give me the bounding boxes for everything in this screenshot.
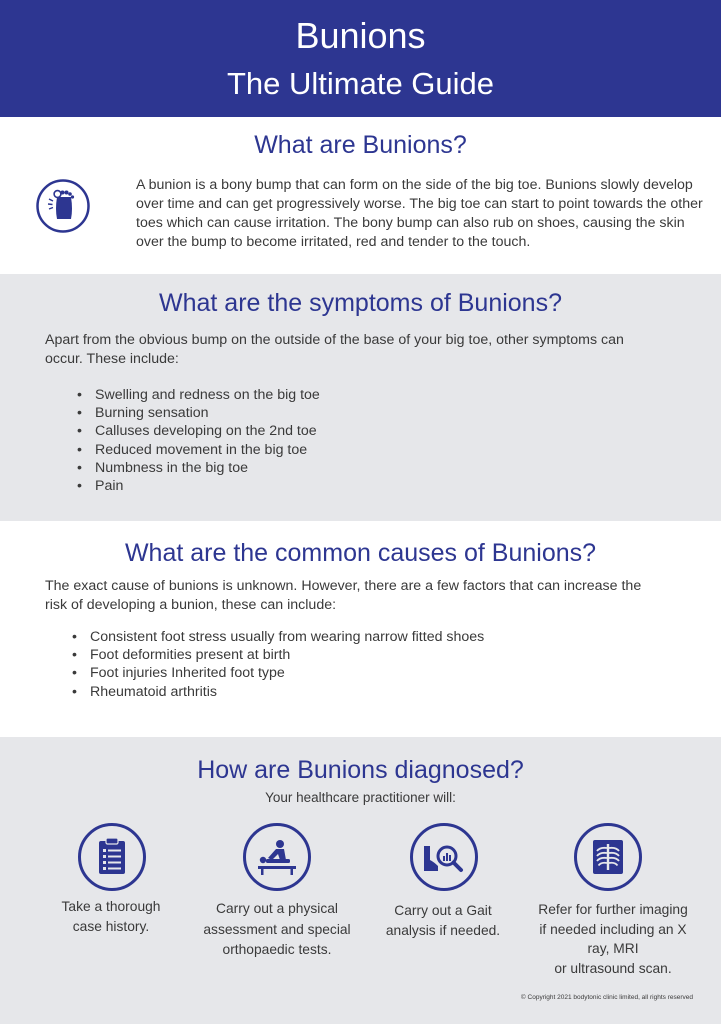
list-item: • Foot injuries Inherited foot type [71,664,484,682]
list-item: • Pain [76,477,320,495]
list-item: • Reduced movement in the big toe [76,441,320,459]
copyright-notice: © Copyright 2021 bodytonic clinic limited, all rights reserved [520,994,693,1001]
list-item: • Consistent foot stress usually from wearing narrow fitted shoes [71,628,484,646]
list-item: • Burning sensation [76,404,320,422]
caption-line: case history. [72,918,150,934]
bunion-description: A bunion is a bony bump that can form on the side of the big toe. Bunions slowly develop over time and can get progressively worse. The big toe can start to point towards the other toes which can cause irritation. The bony bump can also rub on shoes, causing the skin over the bump to become irritated, red and tender to the touch. [136,177,703,250]
section-what-are-bunions [0,117,721,274]
step-caption-gait-analysis [373,901,513,940]
section-heading: What are the symptoms of Bunions? [159,289,562,317]
xray-icon [573,822,643,892]
causes-intro: The exact cause of bunions is unknown. However, there are a few factors that can increase the risk of developing a bunion, these can include: [45,578,642,613]
clipboard-icon [77,822,147,892]
list-item: • Calluses developing on the 2nd toe [76,422,320,440]
symptoms-list [76,386,320,495]
physical-assessment-icon [242,822,312,892]
section-symptoms [0,274,721,521]
section-heading: How are Bunions diagnosed? [197,756,524,784]
list-item: • Swelling and redness on the big toe [76,386,320,404]
list-item: • Foot deformities present at birth [71,646,484,664]
caption-line: analysis if needed. [385,922,501,938]
caption-line: Refer for further imaging [538,902,688,917]
diagnosis-intro: Your healthcare practitioner will: [265,790,456,805]
section-causes [0,521,721,737]
caption-line: assessment and special [203,921,351,937]
list-item: • Numbness in the big toe [76,459,320,477]
caption-line: if needed including an X [539,921,687,937]
section-diagnosis [0,737,721,1024]
section-heading: What are Bunions? [254,131,467,159]
page-title: Bunions [295,15,426,56]
step-caption-imaging [523,900,703,978]
caption-line: Carry out a physical [216,901,338,916]
page-subtitle: The Ultimate Guide [226,66,495,101]
list-item: • Rheumatoid arthritis [71,683,484,701]
caption-line: orthopaedic tests. [222,942,332,957]
caption-line: ray, MRI [587,941,639,956]
gait-analysis-icon [409,822,479,892]
symptoms-intro: Apart from the obvious bump on the outside of the base of your big toe, other symptoms can occur. These include: [45,332,624,367]
caption-line: or ultrasound scan. [554,960,672,976]
caption-line: Take a thorough [61,899,161,914]
step-caption-case-history [51,897,171,936]
header-banner [0,0,721,117]
causes-list [71,628,484,701]
section-heading: What are the common causes of Bunions? [124,539,597,567]
step-caption-physical-assessment [197,899,357,961]
caption-line: Carry out a Gait [394,903,492,918]
foot-bunion-icon [36,179,90,233]
